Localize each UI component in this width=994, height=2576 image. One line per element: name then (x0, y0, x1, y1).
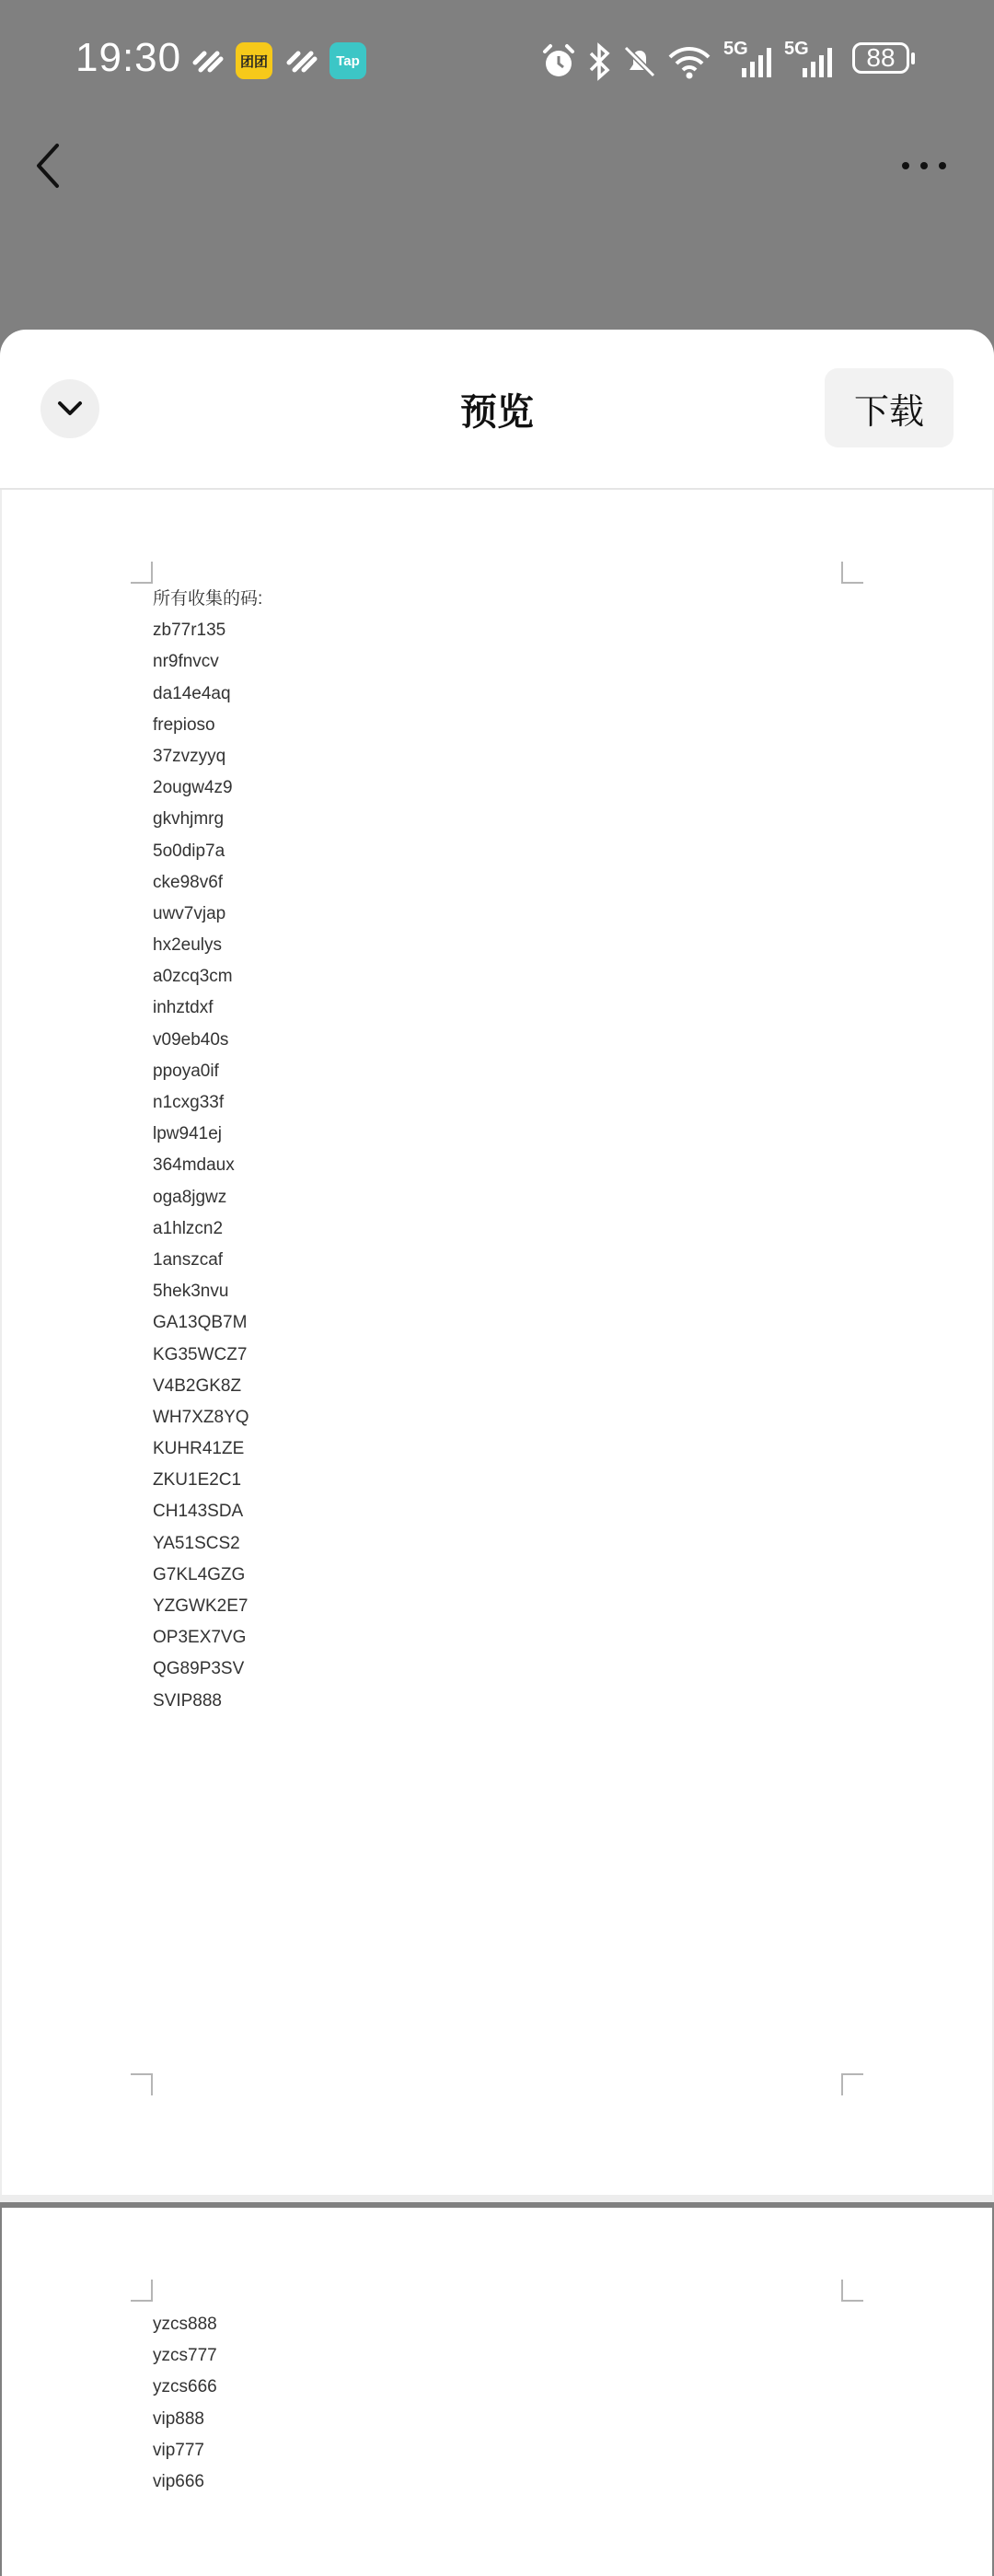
document-line: hx2eulys (153, 935, 222, 956)
app-badge-other: 团团 (236, 42, 272, 79)
document-line: ppoya0if (153, 1061, 219, 1081)
battery-indicator: 88 (852, 42, 909, 74)
document-line: vip888 (153, 2408, 204, 2429)
document-line: zb77r135 (153, 621, 226, 641)
document-line: da14e4aq (153, 683, 231, 703)
page-1-text (153, 584, 262, 1717)
page-margin-mark (131, 2073, 153, 2095)
document-line: yzcs888 (153, 2315, 217, 2334)
document-line: OP3EX7VG (153, 1628, 247, 1648)
download-button[interactable]: 下载 (825, 368, 954, 447)
document-line: KUHR41ZE (153, 1439, 245, 1459)
app-notification-icon (283, 42, 320, 79)
mute-icon (620, 42, 659, 81)
document-line: yzcs666 (153, 2377, 217, 2397)
signal-icon: 5G (723, 39, 777, 79)
document-viewer[interactable] (0, 490, 994, 2491)
document-line: yzcs777 (153, 2346, 217, 2366)
page-margin-mark (841, 2280, 863, 2302)
document-line: ZKU1E2C1 (153, 1470, 242, 1491)
document-line: gkvhjmrg (153, 809, 225, 830)
app-notification-icon (190, 42, 226, 79)
document-line: WH7XZ8YQ (153, 1407, 249, 1427)
document-line: YZGWK2E7 (153, 1596, 248, 1616)
document-line: lpw941ej (153, 1124, 222, 1144)
sheet-header (0, 330, 994, 490)
alarm-icon (539, 42, 578, 81)
status-bar (0, 0, 994, 125)
back-button[interactable] (29, 138, 66, 193)
document-line: frepioso (153, 714, 215, 735)
document-line: 37zvzyyq (153, 746, 226, 766)
document-line: 1anszcaf (153, 1249, 224, 1270)
document-line: nr9fnvcv (153, 652, 219, 672)
status-time: 19:30 (75, 35, 182, 80)
app-badge-tap: Tap (329, 42, 366, 79)
document-line: KG35WCZ7 (153, 1344, 248, 1364)
document-line: 2ougw4z9 (153, 778, 233, 798)
document-line: 5o0dip7a (153, 841, 225, 861)
document-line: 5hek3nvu (153, 1282, 229, 1302)
more-button[interactable] (900, 157, 948, 175)
page-margin-mark (841, 2073, 863, 2095)
document-line: 364mdaux (153, 1155, 235, 1176)
page-margin-mark (131, 562, 153, 584)
document-line: V4B2GK8Z (153, 1375, 242, 1396)
document-line: YA51SCS2 (153, 1533, 240, 1553)
document-page-1 (2, 490, 992, 2195)
document-line: SVIP888 (153, 1690, 222, 1711)
document-line: oga8jgwz (153, 1187, 227, 1207)
document-line: CH143SDA (153, 1502, 244, 1522)
document-line: vip777 (153, 2440, 204, 2460)
page-margin-mark (131, 2280, 153, 2302)
wifi-icon (666, 42, 712, 81)
signal-icon: 5G (784, 39, 838, 79)
document-page-2 (2, 2208, 992, 2576)
page-2-text (153, 2309, 217, 2498)
document-line: vip666 (153, 2471, 204, 2491)
bluetooth-icon (585, 42, 613, 81)
sheet-title: 预览 (460, 392, 534, 433)
document-line: GA13QB7M (153, 1313, 248, 1333)
document-line: v09eb40s (153, 1029, 229, 1050)
document-line: n1cxg33f (153, 1093, 225, 1112)
page-margin-mark (841, 562, 863, 584)
document-line: 所有收集的码: (153, 589, 263, 609)
document-line: a0zcq3cm (153, 967, 233, 987)
document-line: uwv7vjap (153, 903, 226, 923)
document-line: QG89P3SV (153, 1659, 245, 1679)
document-line: G7KL4GZG (153, 1564, 246, 1584)
document-line: inhztdxf (153, 998, 214, 1018)
document-line: cke98v6f (153, 872, 224, 892)
preview-sheet (0, 330, 994, 2491)
document-line: a1hlzcn2 (153, 1218, 224, 1238)
